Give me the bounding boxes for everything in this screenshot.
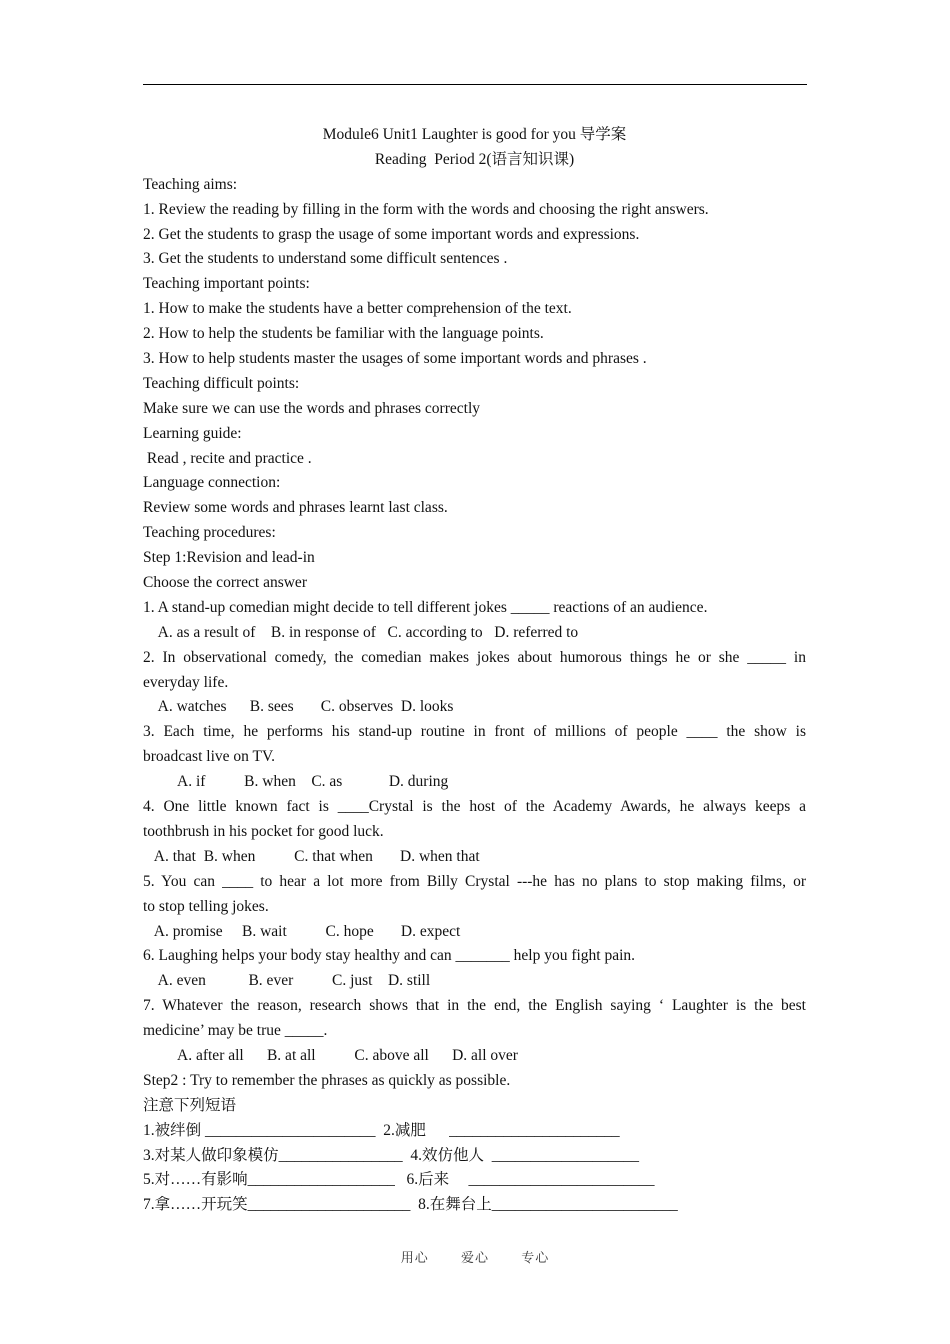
language-connection-text: Review some words and phrases learnt last class. <box>143 499 448 517</box>
question-7-options: A. after all B. at all C. above all D. all over <box>143 1046 518 1064</box>
question-3: 3. Each time, he performs his stand-up routine in front of millions of people ____ the show is <box>143 723 806 741</box>
section-heading-important-points: Teaching important points: <box>143 275 310 293</box>
question-7: 7. Whatever the reason, research shows that in the end, the English saying ‘ Laughter is the best <box>143 997 806 1015</box>
question-5-continued: to stop telling jokes. <box>143 897 269 915</box>
question-6-options: A. even B. ever C. just D. still <box>143 972 431 990</box>
question-2: 2. In observational comedy, the comedian makes jokes about humorous things he or she _____ in <box>143 648 806 666</box>
question-2-options: A. watches B. sees C. observes D. looks <box>143 698 454 716</box>
question-5: 5. You can ____ to hear a lot more from Billy Crystal ---he has no plans to stop making films, or <box>143 872 806 890</box>
question-3-options: A. if B. when C. as D. during <box>143 773 449 791</box>
question-3-continued: broadcast live on TV. <box>143 748 276 766</box>
question-2-continued: everyday life. <box>143 673 229 691</box>
aim-item: 3. Get the students to understand some difficult sentences . <box>143 250 508 268</box>
footer-item: 爱心 <box>460 1250 489 1265</box>
document-body <box>143 123 806 1218</box>
question-7-continued: medicine’ may be true _____. <box>143 1022 328 1040</box>
phrase-row: 3.对某人做印象模仿________________ 4.效仿他人 ___________________ <box>143 1146 640 1164</box>
footer-item: 用心 <box>400 1250 429 1265</box>
footer-item: 专心 <box>521 1250 550 1265</box>
section-heading-aims: Teaching aims: <box>143 175 238 193</box>
phrase-row: 7.拿……开玩笑_____________________ 8.在舞台上________________________ <box>143 1196 678 1214</box>
difficult-point-text: Make sure we can use the words and phrases correctly <box>143 399 480 417</box>
section-heading-difficult-points: Teaching difficult points: <box>143 374 300 392</box>
phrase-row: 1.被绊倒 ______________________ 2.减肥 ______________________ <box>143 1121 620 1139</box>
step1-instruction: Choose the correct answer <box>143 574 307 592</box>
important-point-item: 3. How to help students master the usages of some important words and phrases . <box>143 350 647 368</box>
step1-heading: Step 1:Revision and lead-in <box>143 549 315 567</box>
header-rule <box>143 84 807 85</box>
question-4-options: A. that B. when C. that when D. when that <box>143 847 480 865</box>
phrases-instruction: 注意下列短语 <box>143 1096 237 1114</box>
aim-item: 2. Get the students to grasp the usage of some important words and expressions. <box>143 225 640 243</box>
document-title: Module6 Unit1 Laughter is good for you 导学案 <box>322 126 627 143</box>
learning-guide-text: Read , recite and practice . <box>143 449 312 467</box>
section-heading-language-connection: Language connection: <box>143 474 281 492</box>
step2-heading: Step2 : Try to remember the phrases as quickly as possible. <box>143 1071 511 1089</box>
question-4: 4. One little known fact is ____Crystal is the host of the Academy Awards, he always keeps a <box>143 798 806 816</box>
question-5-options: A. promise B. wait C. hope D. expect <box>143 922 461 940</box>
document-subtitle: Reading Period 2(语言知识课) <box>374 150 575 168</box>
section-heading-procedures: Teaching procedures: <box>143 524 276 542</box>
page-footer <box>0 1247 950 1266</box>
question-1: 1. A stand-up comedian might decide to tell different jokes _____ reactions of an audience. <box>143 598 708 616</box>
question-1-options: A. as a result of B. in response of C. according to D. referred to <box>143 623 579 641</box>
phrase-row: 5.对……有影响___________________ 6.后来 ________________________ <box>143 1171 655 1189</box>
aim-item: 1. Review the reading by filling in the form with the words and choosing the right answers. <box>143 200 709 218</box>
important-point-item: 1. How to make the students have a better comprehension of the text. <box>143 300 572 318</box>
question-6: 6. Laughing helps your body stay healthy and can _______ help you fight pain. <box>143 947 636 965</box>
question-4-continued: toothbrush in his pocket for good luck. <box>143 822 384 840</box>
important-point-item: 2. How to help the students be familiar with the language points. <box>143 325 544 343</box>
section-heading-learning-guide: Learning guide: <box>143 424 242 442</box>
